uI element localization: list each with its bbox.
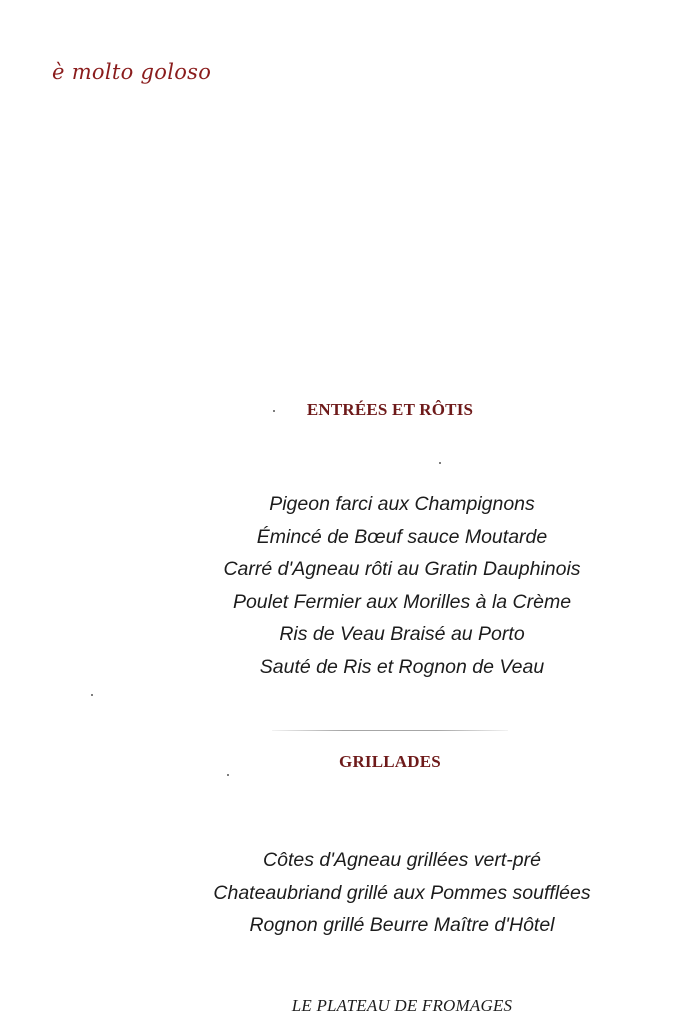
entrees-dish-list [0,490,694,685]
paper-speck [227,774,229,776]
grillades-dish-list [0,846,694,944]
section-title-entrees: ENTRÉES ET RÔTIS [306,400,474,419]
dish-item: Côtes d'Agneau grillées vert-pré [263,849,541,871]
paper-speck [273,410,275,412]
brand-tagline: è molto goloso [52,60,212,84]
dish-item: Chateaubriand grillé aux Pommes soufflées [213,881,591,904]
dish-item: Sauté de Ris et Rognon de Veau [259,655,545,678]
dish-item: Poulet Fermier aux Morilles à la Crème [232,590,572,613]
paper-speck [439,462,441,464]
paper-speck [91,694,93,696]
section-title-grillades: GRILLADES [339,752,441,771]
section-divider [272,730,508,731]
dish-item: Pigeon farci aux Champignons [269,493,535,515]
dish-item: Rognon grillé Beurre Maître d'Hôtel [249,914,555,936]
dish-item: Ris de Veau Braisé au Porto [279,623,525,645]
dish-item: Carré d'Agneau rôti au Gratin Dauphinois [223,558,581,580]
section-title-fromages: LE PLATEAU DE FROMAGES [291,996,513,1015]
dish-item: Émincé de Bœuf sauce Moutarde [256,525,548,548]
